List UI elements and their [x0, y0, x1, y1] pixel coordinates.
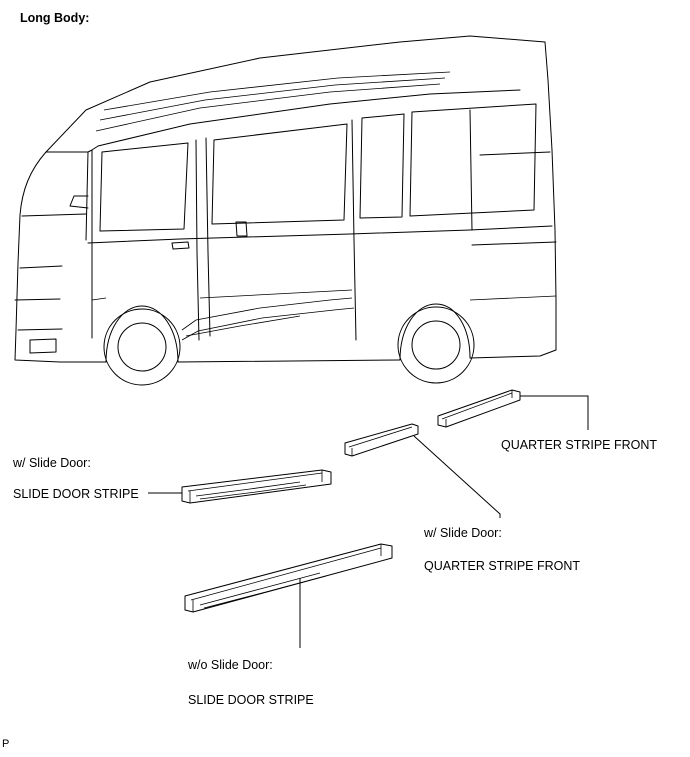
- page-title: Long Body:: [20, 11, 90, 25]
- callout-quarter-stripe-front-middle: QUARTER STRIPE FRONT: [424, 559, 581, 573]
- callout-quarter-stripe-front-top: QUARTER STRIPE FRONT: [501, 438, 658, 452]
- part-slide-door-stripe-bottom: [185, 544, 392, 648]
- callout-slide-door-stripe-left: SLIDE DOOR STRIPE: [13, 487, 139, 501]
- part-quarter-stripe-front-middle: [345, 424, 500, 518]
- callout-quarter-stripe-front-middle-condition: w/ Slide Door:: [424, 526, 502, 540]
- callout-slide-door-stripe-left-condition: w/ Slide Door:: [13, 456, 91, 470]
- van-outline: [15, 36, 556, 385]
- part-quarter-stripe-front-top: [438, 390, 588, 430]
- page-footnote: P: [2, 738, 10, 750]
- callout-slide-door-stripe-bottom-condition: w/o Slide Door:: [188, 658, 273, 672]
- callout-slide-door-stripe-bottom: SLIDE DOOR STRIPE: [188, 693, 314, 707]
- part-slide-door-stripe-left: [148, 470, 331, 503]
